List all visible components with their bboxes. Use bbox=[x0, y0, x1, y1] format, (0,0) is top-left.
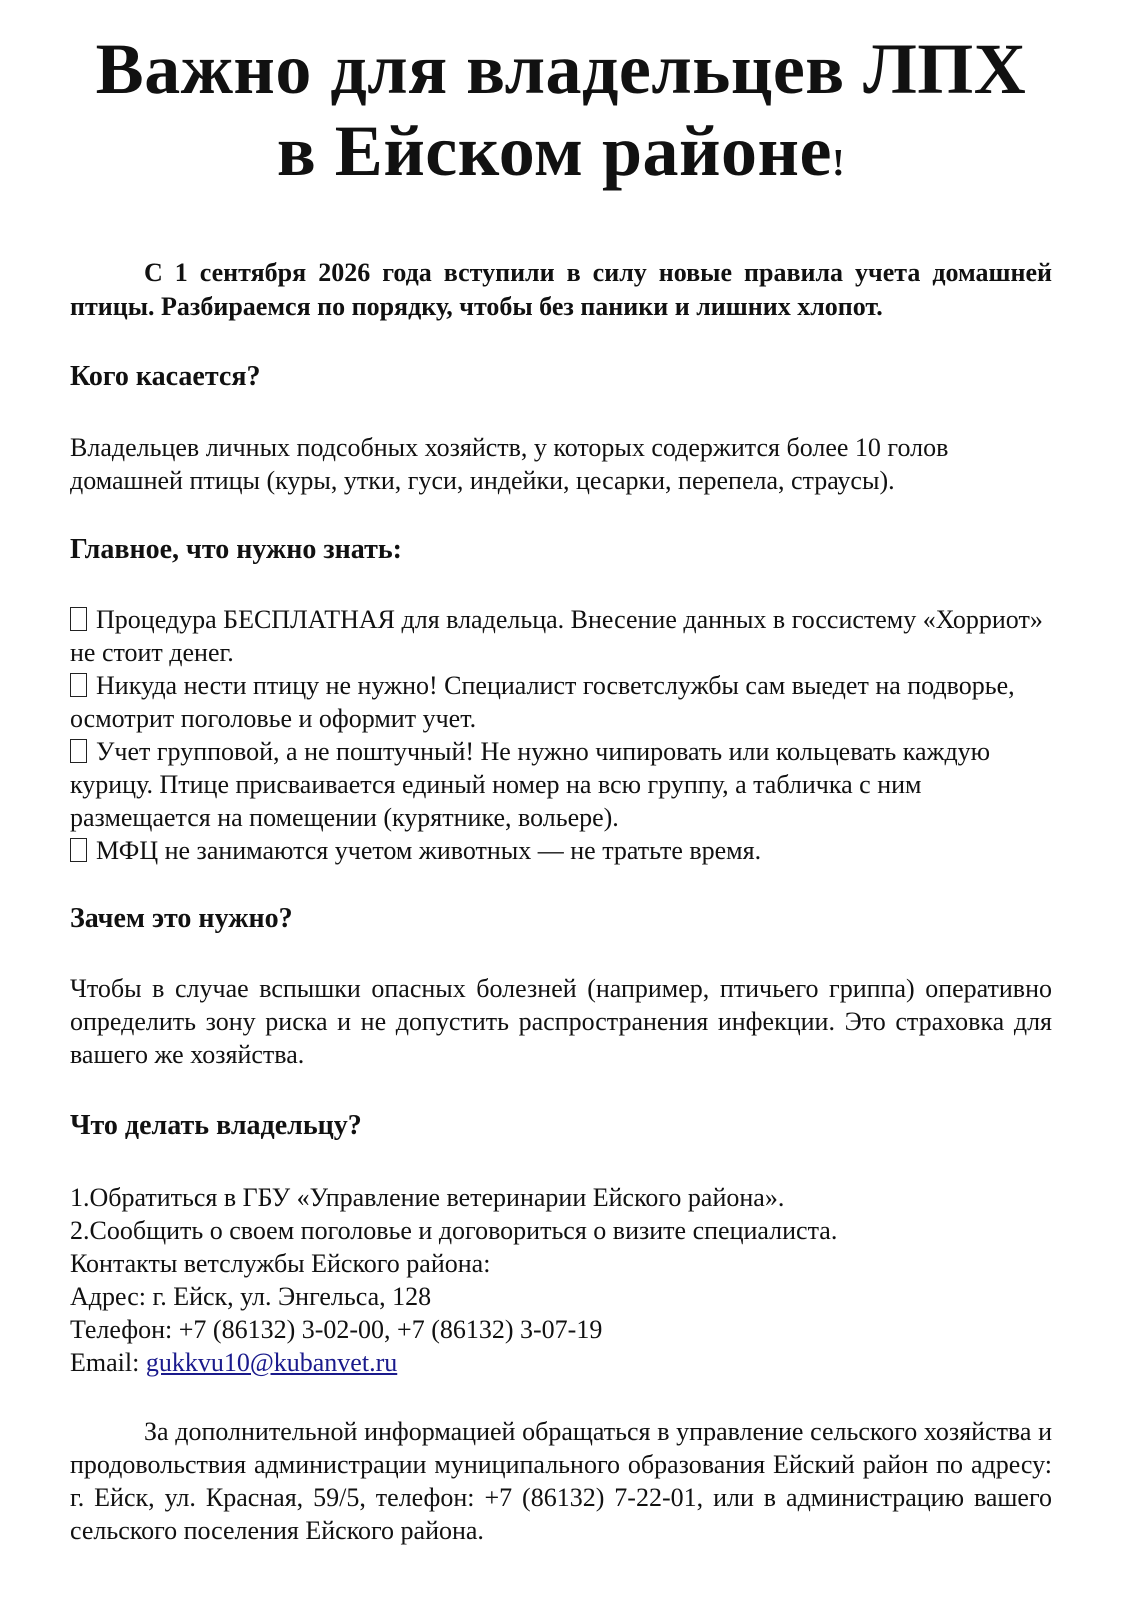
intro-paragraph: С 1 сентября 2026 года вступили в силу новые правила учета домашней птицы. Разбираемся по порядку, чтобы без паники и лишних хлопот. bbox=[70, 258, 1052, 321]
heading-who: Кого касается? bbox=[70, 361, 261, 392]
checkbox-placeholder-icon bbox=[70, 673, 87, 697]
who-paragraph: Владельцев личных подсобных хозяйств, у которых содержится более 10 голов домашней птицы (куры, утки, гуси, индейки, цесарки, перепела, страусы). bbox=[70, 433, 949, 495]
checkbox-placeholder-icon bbox=[70, 739, 87, 763]
page-title bbox=[70, 28, 1052, 204]
contact-email-line bbox=[70, 1346, 1052, 1379]
document-page bbox=[70, 28, 1052, 1547]
list-item bbox=[70, 603, 1052, 669]
title-line-2-text: в Ейском районе bbox=[276, 111, 832, 191]
why-paragraph: Чтобы в случае вспышки опасных болезней (например, птичьего гриппа) оперативно определить зону риска и не допустить распространения инфекции. Это страховка для вашего же хозяйства. bbox=[70, 974, 1052, 1069]
heading-why: Зачем это нужно? bbox=[70, 903, 293, 934]
step-2: 2.Сообщить о своем поголовье и договориться о визите специалиста. bbox=[70, 1216, 838, 1245]
list-item bbox=[70, 735, 1052, 834]
title-exclamation: ! bbox=[831, 142, 846, 184]
list-item-text: Никуда нести птицу не нужно! Специалист госветслужбы сам выедет на подворье, осмотрит поголовье и оформит учет. bbox=[70, 671, 1015, 733]
checkbox-placeholder-icon bbox=[70, 607, 87, 631]
email-link[interactable]: gukkvu10@kubanvet.ru bbox=[145, 1348, 398, 1377]
list-item-text: Процедура БЕСПЛАТНАЯ для владельца. Внесение данных в госсистему «Хорриот» не стоит денег. bbox=[70, 605, 1043, 667]
title-line-2 bbox=[70, 110, 1052, 204]
contact-address: Адрес: г. Ейск, ул. Энгельса, 128 bbox=[70, 1282, 432, 1311]
list-item-text: МФЦ не занимаются учетом животных — не тратьте время. bbox=[96, 836, 762, 865]
email-label: Email: bbox=[70, 1348, 146, 1377]
list-item bbox=[70, 834, 1052, 867]
heading-todo: Что делать владельцу? bbox=[70, 1110, 362, 1141]
step-1: 1.Обратиться в ГБУ «Управление ветеринарии Ейского района». bbox=[70, 1183, 785, 1212]
footer-note: За дополнительной информацией обращаться в управление сельского хозяйства и продовольствия администрации муниципального образования Ейский район по адресу: г. Ейск, ул. Красная, 59/5, телефон: +7 (86132) 7-22-01, или в администрацию вашего сельского поселения Ейского района. bbox=[70, 1417, 1052, 1545]
contact-phone: Телефон: +7 (86132) 3-02-00, +7 (86132) 3-07-19 bbox=[70, 1315, 603, 1344]
contacts-label: Контакты ветслужбы Ейского района: bbox=[70, 1249, 491, 1278]
key-points-list bbox=[70, 603, 1052, 867]
checkbox-placeholder-icon bbox=[70, 838, 87, 862]
list-item-text: Учет групповой, а не поштучный! Не нужно чипировать или кольцевать каждую курицу. Птице присваивается единый номер на всю группу, а табличка с ним размещается на помещении (курятнике, вольере). bbox=[70, 737, 991, 832]
heading-main: Главное, что нужно знать: bbox=[70, 534, 402, 565]
todo-block bbox=[70, 1181, 1052, 1379]
list-item bbox=[70, 669, 1052, 735]
title-line-1: Важно для владельцев ЛПХ bbox=[95, 29, 1027, 109]
